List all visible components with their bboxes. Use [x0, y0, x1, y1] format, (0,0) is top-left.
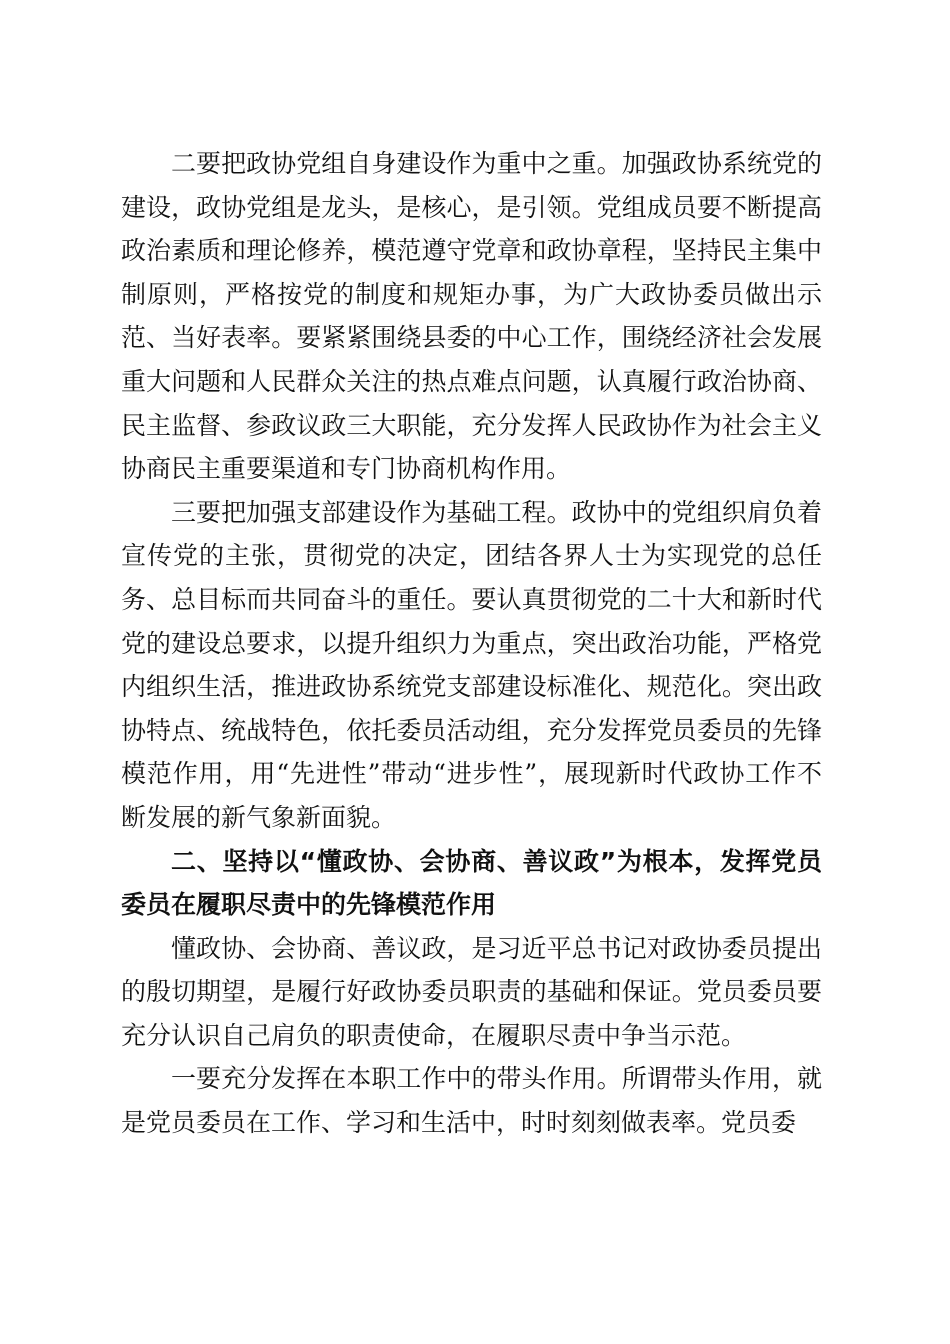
- paragraph-leading-role: 一要充分发挥在本职工作中的带头作用。所谓带头作用，就是党员委员在工作、学习和生活中，时时刻刻做表率。党员委: [121, 1064, 822, 1138]
- section-heading-2: 二、坚持以“懂政协、会协商、善议政”为根本，发挥党员委员在履职尽责中的先锋模范作用: [121, 846, 822, 920]
- document-page: [121, 142, 822, 1322]
- paragraph-expectations: 懂政协、会协商、善议政，是习近平总书记对政协委员提出的殷切期望，是履行好政协委员职责的基础和保证。党员委员要充分认识自己肩负的职责使命，在履职尽责中争当示范。: [121, 933, 822, 1050]
- paragraph-branch-building: 三要把加强支部建设作为基础工程。政协中的党组织肩负着宣传党的主张，贯彻党的决定，团结各界人士为实现党的总任务、总目标而共同奋斗的重任。要认真贯彻党的二十大和新时代党的建设总要求，以提升组织力为重点，突出政治功能，严格党内组织生活，推进政协系统党支部建设标准化、规范化。突出政协特点、统战特色，依托委员活动组，充分发挥党员委员的先锋模范作用，用“先进性”带动“进步性”，展现新时代政协工作不断发展的新气象新面貌。: [121, 497, 822, 832]
- paragraph-party-group-building: 二要把政协党组自身建设作为重中之重。加强政协系统党的建设，政协党组是龙头，是核心，是引领。党组成员要不断提高政治素质和理论修养，模范遵守党章和政协章程，坚持民主集中制原则，严格按党的制度和规矩办事，为广大政协委员做出示范、当好表率。要紧紧围绕县委的中心工作，围绕经济社会发展重大问题和人民群众关注的热点难点问题，认真履行政治协商、民主监督、参政议政三大职能，充分发挥人民政协作为社会主义协商民主重要渠道和专门协商机构作用。: [121, 149, 822, 484]
